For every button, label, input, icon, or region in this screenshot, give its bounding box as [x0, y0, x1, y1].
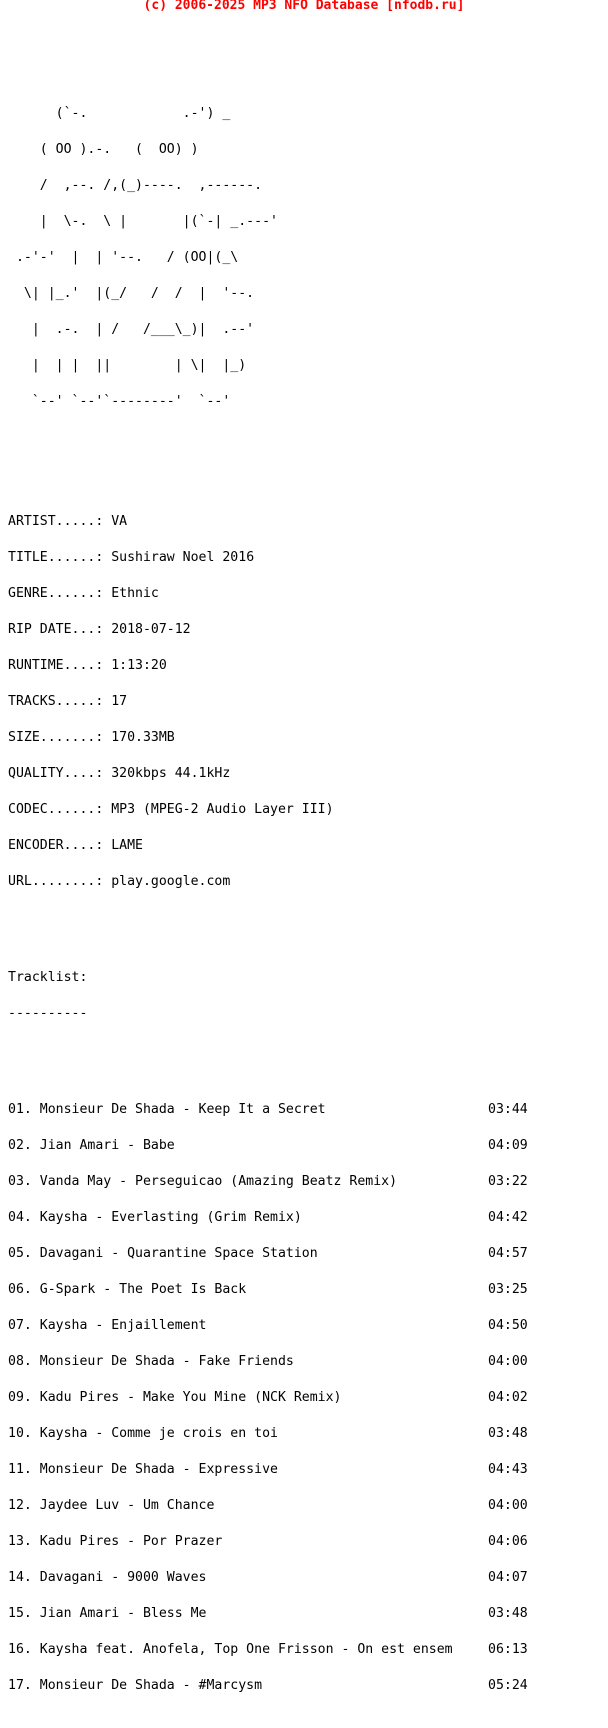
site-header: (c) 2006-2025 MP3 NFO Database [nfodb.ru] [143, 0, 465, 13]
track-duration: 03:48 [488, 1426, 528, 1441]
spacer [8, 1044, 453, 1056]
track-title: 04. Kaysha - Everlasting (Grim Remix) [8, 1210, 302, 1225]
track-title: 07. Kaysha - Enjaillement [8, 1318, 207, 1333]
track-row [8, 1426, 528, 1441]
info-key: RIP DATE...: [8, 622, 112, 637]
ascii-art-line: (`-. .-') _ [8, 106, 231, 121]
track-row [8, 1642, 528, 1657]
track-title: 14. Davagani - 9000 Waves [8, 1570, 207, 1585]
track-row [8, 1210, 528, 1225]
track-title: 03. Vanda May - Perseguicao (Amazing Beatz Remix) [8, 1174, 398, 1189]
track-row [8, 1174, 528, 1189]
track-duration: 04:09 [488, 1138, 528, 1153]
info-value: 2018-07-12 [111, 622, 191, 637]
ascii-art-line: | | | || | \| |_) [8, 358, 247, 373]
info-value: play.google.com [111, 874, 231, 889]
track-row [8, 1318, 528, 1333]
info-value: 1:13:20 [111, 658, 167, 673]
track-title: 16. Kaysha feat. Anofela, Top One Frisson - On est ensem [8, 1642, 453, 1657]
track-row [8, 1498, 528, 1513]
info-value: 170.33MB [111, 730, 175, 745]
info-value: VA [111, 514, 128, 529]
track-row [8, 1462, 528, 1477]
ascii-art-line: `--' `--'`--------' `--' [8, 394, 231, 409]
info-quality [8, 768, 453, 780]
track-title: 02. Jian Amari - Babe [8, 1138, 175, 1153]
track-title: 10. Kaysha - Comme je crois en toi [8, 1426, 278, 1441]
ascii-art-line: | \-. \ | |(`-| _.---' [8, 214, 278, 229]
track-row [8, 1678, 528, 1693]
track-title: 05. Davagani - Quarantine Space Station [8, 1246, 318, 1261]
track-row [8, 1390, 528, 1405]
info-key: SIZE.......: [8, 730, 112, 745]
ascii-art-line: .-'-' | | '--. / (OO|(_\ [8, 250, 239, 265]
info-url [8, 876, 453, 888]
track-duration: 03:22 [488, 1174, 528, 1189]
track-row [8, 1102, 528, 1117]
info-encoder [8, 840, 453, 852]
track-title: 15. Jian Amari - Bless Me [8, 1606, 207, 1621]
track-title: 01. Monsieur De Shada - Keep It a Secret [8, 1102, 326, 1117]
release-info [8, 492, 453, 912]
info-runtime [8, 660, 453, 672]
track-duration: 03:48 [488, 1606, 528, 1621]
info-artist [8, 516, 453, 528]
ascii-art-line: / ,--. /,(_)----. ,------. [8, 178, 263, 193]
spacer [8, 936, 453, 948]
spacer [8, 456, 453, 468]
track-duration: 04:42 [488, 1210, 528, 1225]
tracklist-heading: Tracklist: [8, 970, 88, 985]
track-duration: 04:00 [488, 1354, 528, 1369]
track-title: 11. Monsieur De Shada - Expressive [8, 1462, 278, 1477]
info-key: ENCODER....: [8, 838, 112, 853]
tracklist-underline: ---------- [8, 1006, 88, 1021]
track-duration: 05:24 [488, 1678, 528, 1693]
info-key: URL........: [8, 874, 112, 889]
nfo-document [8, 24, 528, 1728]
info-key: QUALITY....: [8, 766, 112, 781]
info-tracks [8, 696, 453, 708]
info-key: GENRE......: [8, 586, 112, 601]
track-duration: 04:43 [488, 1462, 528, 1477]
info-size [8, 732, 453, 744]
track-row [8, 1606, 528, 1621]
track-title: 13. Kadu Pires - Por Prazer [8, 1534, 223, 1549]
track-row [8, 1282, 528, 1297]
track-row [8, 1570, 528, 1585]
track-title: 08. Monsieur De Shada - Fake Friends [8, 1354, 294, 1369]
track-duration: 03:25 [488, 1282, 528, 1297]
info-value: 320kbps 44.1kHz [111, 766, 231, 781]
track-row [8, 1138, 528, 1153]
track-duration: 04:02 [488, 1390, 528, 1405]
track-row [8, 1246, 528, 1261]
info-title [8, 552, 453, 564]
track-duration: 04:50 [488, 1318, 528, 1333]
track-duration: 06:13 [488, 1642, 528, 1657]
ascii-art-line [8, 72, 453, 84]
info-value: Sushiraw Noel 2016 [111, 550, 255, 565]
info-genre [8, 588, 453, 600]
track-duration: 04:06 [488, 1534, 528, 1549]
info-value: Ethnic [111, 586, 159, 601]
track-title: 12. Jaydee Luv - Um Chance [8, 1498, 215, 1513]
track-title: 17. Monsieur De Shada - #Marcysm [8, 1678, 263, 1693]
track-duration: 04:07 [488, 1570, 528, 1585]
ascii-art-line: | .-. | / /___\_)| .--' [8, 322, 255, 337]
tracklist [8, 1080, 528, 1716]
track-duration: 03:44 [488, 1102, 528, 1117]
info-value: MP3 (MPEG-2 Audio Layer III) [111, 802, 334, 817]
track-title: 09. Kadu Pires - Make You Mine (NCK Remix) [8, 1390, 342, 1405]
info-codec [8, 804, 453, 816]
ascii-art-line: \| |_.' |(_/ / / | '--. [8, 286, 255, 301]
ascii-art-line: ( OO ).-. ( OO) ) [8, 142, 199, 157]
info-key: TITLE......: [8, 550, 112, 565]
track-row [8, 1354, 528, 1369]
track-duration: 04:00 [488, 1498, 528, 1513]
info-value: LAME [111, 838, 143, 853]
track-title: 06. G-Spark - The Poet Is Back [8, 1282, 247, 1297]
info-value: 17 [111, 694, 128, 709]
ascii-art-logo [8, 48, 453, 432]
info-key: TRACKS.....: [8, 694, 112, 709]
info-key: ARTIST.....: [8, 514, 112, 529]
info-rip-date [8, 624, 453, 636]
info-key: CODEC......: [8, 802, 112, 817]
track-row [8, 1534, 528, 1549]
track-duration: 04:57 [488, 1246, 528, 1261]
info-key: RUNTIME....: [8, 658, 112, 673]
